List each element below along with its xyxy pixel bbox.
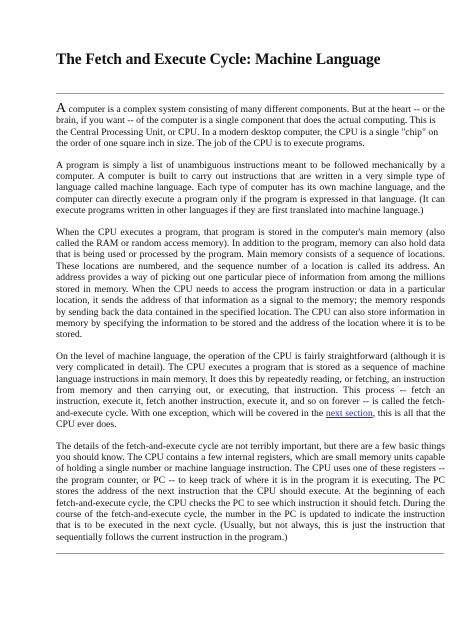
paragraph-registers: The details of the fetch-and-execute cycle are not terribly important, but there are a few basic things you should know. The CPU contains a few internal registers, which are small memory units capable of holding a single number or machine language instruction. The CPU uses one of these registers -- the program counter, or PC -- to keep track of where it is in the program it is executing. The PC stores the address of the next instruction that the CPU should execute. At the beginning of each fetch-and-execute cycle, the CPU checks the PC to see which instruction it should fetch. During the course of the fetch-and-execute cycle, the number in the PC is updated to indicate the instruction that is to be executed in the next cycle. (Usually, but not always, this is just the instruction that sequentially follows the current instruction in the program.) — [56, 440, 445, 543]
paragraph-main-memory: When the CPU executes a program, that program is stored in the computer's main memory (also called the RAM or random access memory). In addition to the program, memory can also hold data that is being used or processed by the program. Main memory consists of a sequence of locations. These locations are numbered, and the sequence number of a location is called its address. An address provides a way of picking out one particular piece of information from among the millions stored in memory. When the CPU needs to access the program instruction or data in a particular location, it sends the address of that information as a signal to the memory; the memory responds by sending back the data contained in the specified location. The CPU can also store information in memory by specifying the information to be stored and the address of the location where it is to be stored. — [56, 226, 445, 341]
page-title: The Fetch and Execute Cycle: Machine Language — [56, 51, 381, 68]
paragraph-cpu-intro-text: computer is a complex system consisting of many different components. But at the heart -- or the brain, if you want -- of the computer is a single component that does the actual computing. This is the Central Processing Unit, or CPU. In a modern desktop computer, the CPU is a single "chip" on the order of one square inch in size. The job of the CPU is to execute programs. — [56, 104, 445, 150]
paragraph-cpu-intro — [56, 101, 445, 150]
paragraph-fetch-execute-end: , this is all that the CPU ever does. — [56, 407, 445, 431]
footer-divider — [56, 553, 444, 554]
title-divider — [56, 93, 444, 94]
paragraph-fetch-execute-text: On the level of machine language, the operation of the CPU is fairly straightforward (although it is very complicated in detail). The CPU executes a program that is stored as a sequence of machine language instructions in main memory. It does this by repeatedly reading, or fetching, an instruction from memory and then carrying out, or executing, that instruction. This process -- fetch an instruction, execute it, fetch another instruction, execute it, and so on forever -- is called the fetch-and-execute cycle. With one exception, which will be covered in the — [56, 350, 445, 419]
drop-cap: A — [56, 101, 67, 116]
paragraph-fetch-execute — [56, 351, 445, 431]
next-section-link[interactable]: next section — [325, 407, 373, 419]
paragraph-program-definition: A program is simply a list of unambiguous instructions meant to be followed mechanically by a computer. A computer is built to carry out instructions that are written in a very simple type of language called machine language. Each type of computer has its own machine language, and the computer can directly execute a program only if the program is expressed in that language. (It can execute programs written in other languages if they are first translated into machine language.) — [56, 159, 445, 217]
